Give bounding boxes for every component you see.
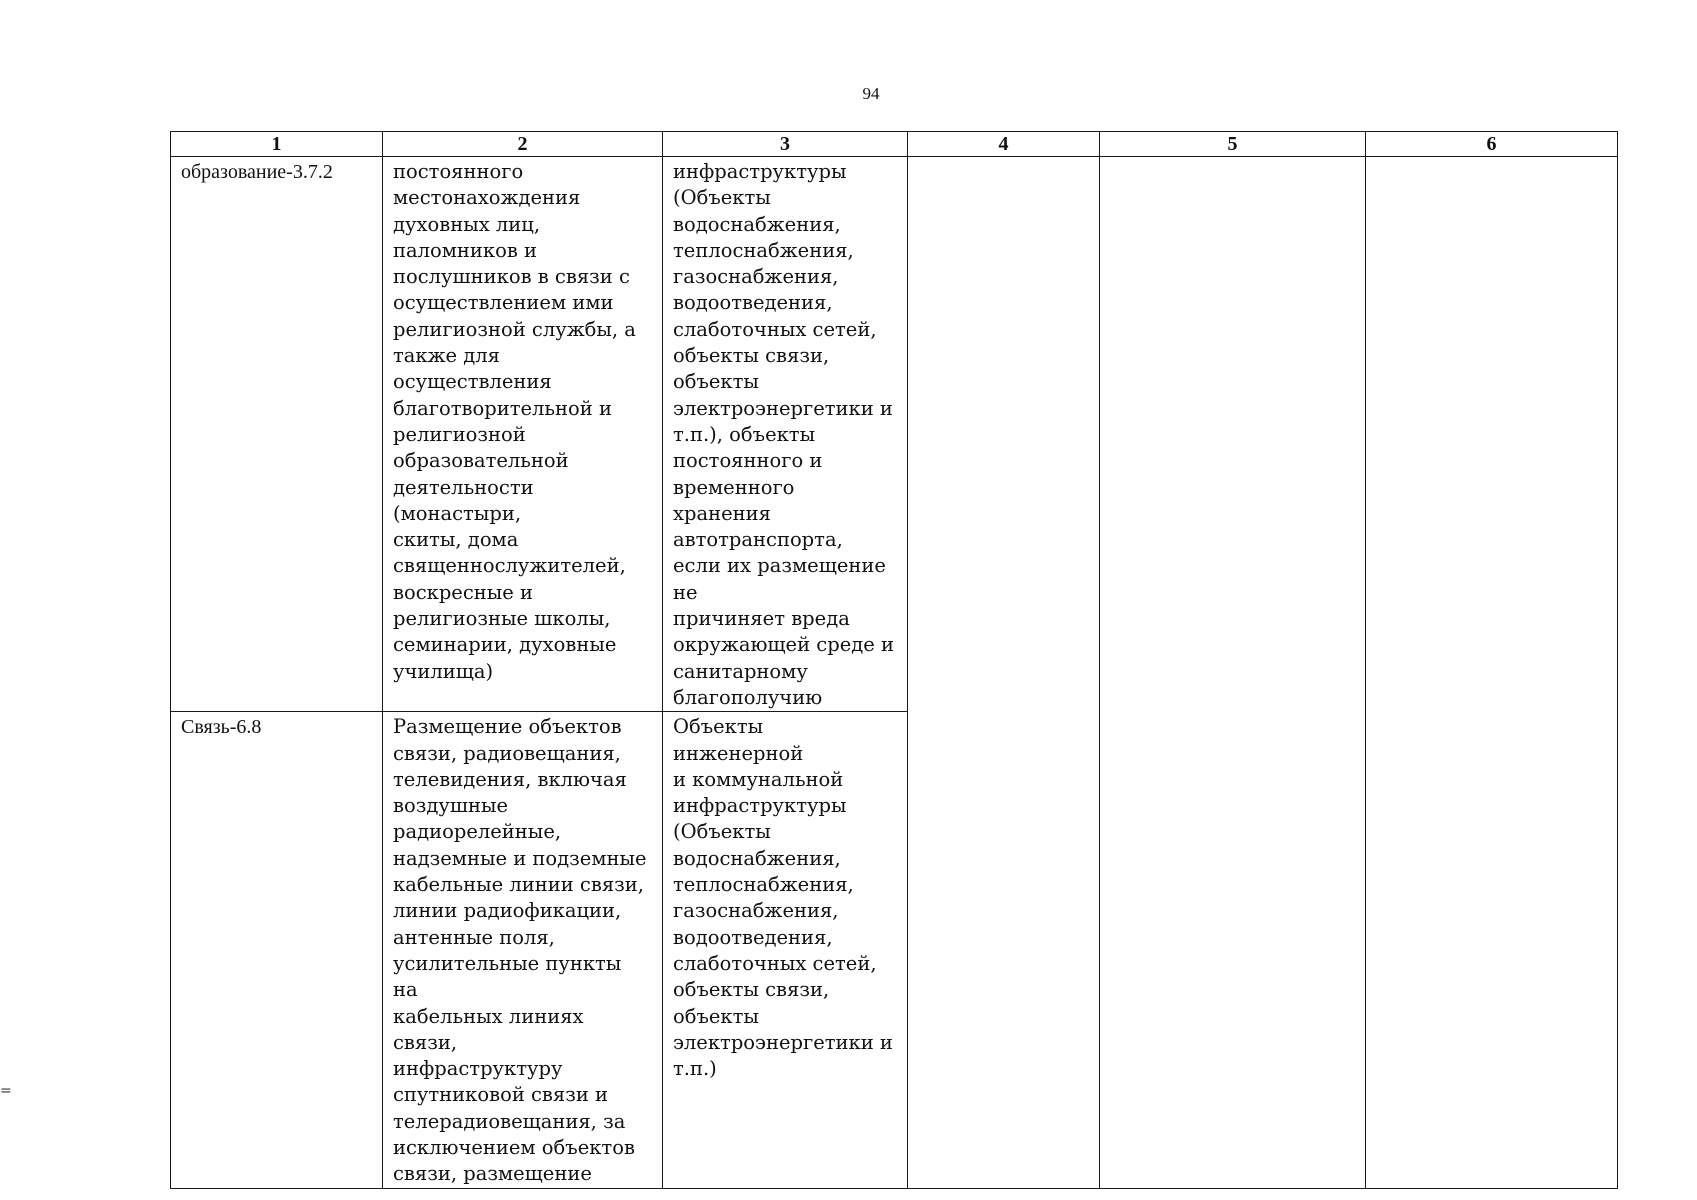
column-header-1: 1	[171, 132, 383, 157]
cell-col4	[908, 712, 1100, 1188]
column-header-5: 5	[1100, 132, 1366, 157]
cell-col5	[1100, 712, 1366, 1188]
cell-type-name: образование-3.7.2	[171, 157, 383, 712]
column-header-3: 3	[663, 132, 908, 157]
cell-description: Размещение объектов связи, радиовещания, телевидения, включая воздушные радиорелейные, надземные и подземные кабельные линии связи, линии радиофикации, антенные поля, усилительные пункты на кабельных линиях связи, инфраструктуру спутниковой связи и телерадиовещания, за исключением объектов связи, размещение	[383, 712, 663, 1188]
cell-type-name: Связь-6.8	[171, 712, 383, 1188]
page-number: 94	[862, 84, 880, 103]
cell-auxiliary-uses: Объекты инженерной и коммунальной инфраструктуры (Объекты водоснабжения, теплоснабжения, газоснабжения, водоотведения, слаботочных сетей, объекты связи, объекты электроэнергетики и т.п.)	[663, 712, 908, 1188]
cell-description: постоянного местонахождения духовных лиц, паломников и послушников в связи с осуществлением ими религиозной службы, а также для осуществления благотворительной и религиозной образовательной деятельности (монастыри, скиты, дома священнослужителей, воскресные и религиозные школы, семинарии, духовные училища)	[383, 157, 663, 712]
header-row	[171, 132, 1618, 157]
document-table	[170, 131, 1618, 1189]
cell-col4	[908, 157, 1100, 712]
cell-col6	[1366, 157, 1618, 712]
table-row	[171, 157, 1618, 712]
cell-col6	[1366, 712, 1618, 1188]
table-row	[171, 712, 1618, 1188]
cell-col5	[1100, 157, 1366, 712]
column-header-2: 2	[383, 132, 663, 157]
margin-mark: =	[0, 1083, 12, 1099]
column-header-4: 4	[908, 132, 1100, 157]
column-header-6: 6	[1366, 132, 1618, 157]
cell-auxiliary-uses: инфраструктуры (Объекты водоснабжения, теплоснабжения, газоснабжения, водоотведения, слаботочных сетей, объекты связи, объекты электроэнергетики и т.п.), объекты постоянного и временного хранения автотранспорта, если их размещение не причиняет вреда окружающей среде и санитарному благополучию	[663, 157, 908, 712]
